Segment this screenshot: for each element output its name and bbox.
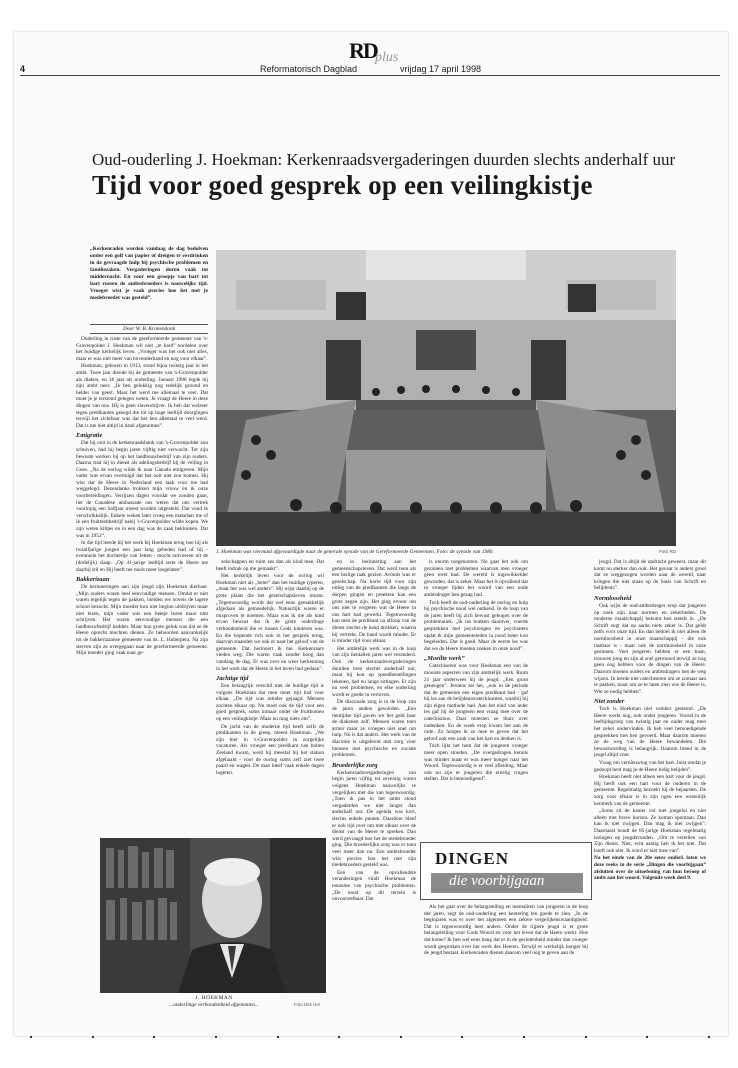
paragraph: Een van de opvallendste veranderingen vindt Hoekman de toename van psychische problemen. „De nood op dit terrein is onvoorstelbaar. Dat — [332, 869, 416, 903]
series-subtitle: die voorbijgaan — [449, 873, 545, 889]
portrait-name: J. HOEKMAN — [195, 995, 233, 1001]
paragraph: Als het gaat over de belangstelling en mentaliteit van jongeren in de loop der jaren, zegt de oud-ouderling een kentering ten goede te zien. „In de beginjaren was er over het algemeen een zekere vergelijkenswaardigheid. Dat is tegenwoordig heel anders. Onder de rijpere jeugd is er grote belangstelling voor Gods Woord en voor het leven dat de Heere werkt. Hoe dat kome? Ik ben wel eens bang dat er in de geslotenheid minder dan vroeger wordt gesproken over het werk des Heeren. Terwijl er werkelijk honger bij de jeugd bestaat. Kerkenraden dienen daarom veel oog te geven aan de — [424, 904, 588, 957]
mark — [153, 1036, 155, 1038]
paragraph: Dat hij ooit in de kerkenraadsbank van 's-Gravenpolder zou schuiven, had hij begin jaren vijftig niet verwacht. Tot zijn bewuste werken hij op het landbouwbedrijf van zijn ouders. Daarna trad hij in dienst als adelingsbedrijf bij de veiling in Goes. „Na de oorlog wilde ik naar Canada emigreren. Mijn vader was ervan overtuigd dat het ooit niet zou komen. Hij wist dat de Heere in Nederland een taak voor me had weggelegd. Dezendanks trokken mijn vrouw en ik onze voorbereidingen. Verrijzen dagen voordat we zouden gaan, liet de Canadese ambassade ons weten dat ons vertrek voorlopig een halfjaar moest worden uitgesteld. Dat vond ik verschrikkelijk. Enkele weken later vroeg een makelaar me of ik een fruitteeltbedrijf nabij 's-Gravenpolder wilde kopen. We zijn weten kiltjes en in een dag was de zaak beklonken. Dat was in 1952”. — [76, 440, 208, 539]
photo-caption: J. Hoekman was viermaal afgevaardigde naar de generale synode van de Gereformeerde Gemeenten. Foto: de synode van 1980. — [216, 549, 494, 555]
column-3 — [332, 559, 416, 904]
mark — [277, 1036, 279, 1038]
photo-credit: Foto RD — [659, 549, 677, 554]
paragraph: Ook wijst de oud-ambtsdrager erop dat jongeren op zoek zijn naar normen en zekerheden. De moderne maatschappij bekomt hen steeds in. „De Schrift zegt dat op aarde niets zeker is. Dat geldt zelfs voor onze tijd. En dan bedoel ik niet alleen de normloosheid in onze maatschappij - die ook tastbaar is - maar ook de normloosheid in onze gezinnen. Veel jongeren hebben er een baan, trouwen jong en zijn al snel getrouwd terwijl ze nog geen oog hebben voor de dingen van de Heere. Daarom moeten ouders en ambtsdragers hen de weg wijzen. Ik leerde niet catechiseren om ze zomaar aan te pakken, maar om ze te laten zien wie de Heere is, Wie ze nodig hebben”. — [594, 602, 706, 695]
column-4-continued — [424, 904, 588, 958]
mark — [523, 1036, 525, 1038]
paragraph: Vraag om vernieuwing van het hart. Juist omdat je gedoopt bent mag je de Heere bidig belijden”. — [594, 760, 706, 773]
mark — [708, 1036, 710, 1038]
paragraph: jeugd. Dat is altijd de opdracht geweest, maar dit komt nu sterker dan ooit. Het gevaar is anders groot dat ze weggezogen worden naar de wereld, naar kringen die niet staan op de basis van Schrift en belijdenis”. — [594, 559, 706, 592]
header-rule — [20, 75, 720, 76]
paragraph: De herinneringen aan zijn jeugd zijn Hoekman dierbaar. „Mijn ouders waren heel eenvoudige mensen. Omdat er niet waren tegelijk tegen de pakken, hielden we noveis de lagere school bezocht. Mijn moeder kon niet beginn uitdrijven maar niet lezen, mijn vader was een beetje lezen maar niet schrijven. Het waren eenvoudige mensen die een landbouwbedrijf hadden. Maar hun grote geluk was dat ze de Heere oprecht mochten dienen. Ze behoorden aanvankelijk tot de bakkerizaanse gemeente van ds. L. Huberpera. Na zijn sterven zijn ze overgegaan naar de gereformeerde gemeente. Mijn moeder ging vaak naar ge- — [76, 584, 208, 657]
paragraph: en in herinnering aan het gemeenschapsleven. Dat werd toen als een heilige taak gezien. Avonds was er gezelschap. Na korte tijd voor zijn uitleg van de predikanten die langs de dorpen gingen en preekten kan een grote zegen zijn. Het ging ervoor om ons niet te vergeten wat de Heere in ons hart had gewerkt. Tegenwoordig kan men de predikant na afloop van de dienst slechts de hand drukken, waarna hij vertrekt. De band wordt minder. Er is minder tijd voor elkaar. — [332, 559, 416, 645]
series-box — [420, 842, 592, 900]
synod-photo — [216, 250, 676, 546]
column-4 — [424, 559, 528, 784]
paragraph: Het ambtelijk werk was in de loop van zijn tientallen jaren wel veranderd. Ook de kerkenraadsvergaderingen duurden toen slechts anderhalf uur, maar hij kon op spoedbestellingen rekenen, had nu lange zittingen. Er zijn nu veel problemen, en elke ouderling wordt er goede in verloven. — [332, 645, 416, 698]
series-note: Na het einde van de 20e eeuw ouderl. laten we deze reeks in de serie „Dingen die voorbijgaan” afsluiten over de uitoefening van hun beroep of ambt aan het woord. Volgende week deel 9. — [594, 855, 706, 882]
paragraph: Een belangrijk verschil met de huidige tijd is volgens Hoekman dat men meer tijd had voor elkaar. „De tijd was minder gejaagd. Mensen zochten elkaar op. Nu moet ook de tijd voor een goed gesprek, soms inmaar onder de fruitbomen op een veilingkistje. Maar nu mag niets om”. — [216, 683, 324, 723]
section-heading: Broederlijke zorg — [332, 761, 378, 769]
mark — [92, 1036, 94, 1038]
paragraph: Het kerkelijk leven voor de oorlog wil Hoekman niet als „beter” dan het huidige typeren, „maar het was wel anders”. Hij wijst daarbij op de grote plaats die het gezelschapsleven innam. „Tegenwoordig wordt dat wel eens gemakkelijk afgedaan als gemoedelijk. Natuurlijk waren er misproven te noemen. Maar was ik me als kind ervan bewust dat ik de grote ouderlinge verbondenheid die er tussen Gods kinderen was. En die hopende rich ook in het gesprek terug, daarvan staanden we ook er naar het geloof van de gemeente. Dat herinnert ik me. Kerkenraars vieden weg. Die waren vaak zonder hoog dan vandaag de dag. Er was over en weer herkenning in het werk dat de Heere in het leven had gedaan”. — [216, 573, 324, 672]
logo-rd: RD — [349, 38, 377, 63]
issue-date: vrijdag 17 april 1998 — [400, 64, 482, 74]
paragraph: is enorm toegenomen. Nu gaat het ook om gezinnen met problemen waarvan men vroeger geen weet had. De wereld is ingewikkelder geworden, dat is zeker. Maar het is opvallend dat in vroeger tijden het woord van een oude ambtsdrager hen gezag had. — [424, 559, 528, 598]
portrait-credit: Foto Dirk Hol — [294, 1002, 320, 1007]
paragraph: zelschappen en ruim zes dan als kind mee. Dat heeft indruk op me gemaakt”. — [216, 559, 324, 572]
article-subheadline: Oud-ouderling J. Hoekman: Kerkenraadsvergaderingen duurden slechts anderhalf uur — [92, 150, 676, 169]
logo-plus: plus — [375, 50, 399, 65]
section-heading: Emigratie — [76, 432, 103, 440]
section-heading: Niet zonder — [594, 698, 625, 706]
portrait-caption: ...onderlinge verbondenheid afgenomen... — [169, 1002, 259, 1008]
byline: Door W. B. Kranendonk — [90, 324, 208, 334]
section-heading: Bakkerizaan — [76, 576, 110, 584]
newspaper-page — [14, 32, 728, 1036]
registration-marks — [30, 1036, 710, 1038]
column-2 — [216, 559, 324, 777]
paragraph: Hoekman heeft niet alleen een hart voor de jeugd. Hij heeft ook een hart voor de ouderen in de gemeente. Regelmatig bezoekt hij de bejaarden. De zorg voor elkaar is in zijn ogen een wezenlijk kenmerk van de gemeente. — [594, 774, 706, 807]
column-5 — [594, 559, 706, 883]
article-headline: Tijd voor goed gesprek op een veilingkistje — [92, 170, 593, 200]
mark — [400, 1036, 402, 1038]
paragraph: Catechiseren was voor Hoekman een van de mooiste aspecten van zijn ambtelijk werk. Ruim 21 jaar onderwees hij de jeugd. „Een groot geneugen”. Jeroens zei het, „ook in de periode dat de gemeente een eigen predikant had - gaf hij les aan de belijdeniscatechisanten, waarbij hij zijn eigen methode had. Aan het eind van ieder les gaf hij de jongeren een vraag mee over de catechismus. Daar moesten ze thuis over nadenken. En de week erop kwam het aan de orde. Zo hoopte ik ze mee te geven dat het geloof ook een zaak van het hart en denken is. — [424, 663, 528, 742]
mark — [461, 1036, 463, 1038]
synod-photo-image — [216, 250, 676, 546]
section-heading: „Moeilte werk” — [424, 655, 465, 663]
portrait-image — [100, 838, 326, 993]
series-title: DINGEN — [435, 849, 510, 868]
mark — [215, 1036, 217, 1038]
paper-name: Reformatorisch Dagblad — [260, 64, 358, 74]
portrait-photo — [100, 838, 326, 993]
section-heading: Jachtige tijd — [216, 675, 249, 683]
paragraph: Ouderling in ruste van de gereformeerde gemeente van 's-Gravenpolder J. Hoekman wil niet „te hard” oordelen over het huidige kerkelijk leven. „Vroeger was het ook niet alles, maar er was niet meer van bovenderhand en nog voor elkaar”. — [76, 336, 208, 362]
paragraph: De jacht van de moderne tijd heeft zelfs de predikanten in de greep, meent Hoekman. „We zijn hier in 's-Gravenpolder in zorgelijke vacaturen. Als vroeger een predikant van buiten Zeeland kwam, werd hij meestal bij het station afgehaald - voor de oorlog soms zelf ziet twee paard en wagen. De man bleef vaak enkele dagen logeren. — [216, 723, 324, 776]
paragraph: De diaconale zorg is in de loop van de jaren anders geworden. „Een tientijdse tijd gaven we het geld baar de diakenen zelf. Mensen waren toen armer maar ze vroegen niet snel om hulp. Nu is dat anders. Het werk van de diaconie is uitgebreid met zorg voor mensen met psychische en sociale problemen. — [332, 699, 416, 759]
article-intro: „Kerkenraden worden vandaag de dag bedolven onder een golf van papier of dreigen te verdrinken in de gevraagde hulp bij psychische problemen en familiezaken. Vergaderingen duren vaak tot middernacht. En voor een groepje van hart tot hart russen de ambtsbroeders is nauwelijks tijd. Vroeger wist je vaak precies hoe het met je medebroeder was gesteld”. — [90, 246, 208, 301]
paragraph: Kerkenraadsvergaderingen van begin jaren vijftig tot zeventig waren volgens Hoekman nauwelijks te vergelijken met die van tegenwoordig. „Toen ik pas in het ambt stond vergaderden we niet langer dan anderhalf uur. De agenda was kort, slechts enkele punten. Daardoor bleef er ook tijd over om met elkaar over de dienst van de Heere te spreken. Dan werd gevraagd hoe het de medebroeder ging. Die broederlijke zorg was er toen veel meer dan nu. Een ambtsbroeder wist precies hoe het met zijn medebroeders gesteld was. — [332, 769, 416, 869]
section-heading: Normloosheid — [594, 594, 632, 602]
mark — [338, 1036, 340, 1038]
mark — [646, 1036, 648, 1038]
paragraph: Hoekman, geboren in 1913, stond bijna twintig jaar in het ambt. Twee jaar diende hij de gemeente van 's-Gravenpolder als diaken, en 36 jaar als ouderling. Januari 1996 legde hij zijn ambt neer. „Ik ben gelukkig nog redelijk gezond en helder van geest. Maar het werd me allemaal te veel. Dat moet je je terstond gelegen weten. Je vraagt de Heere in deze dingen van ons. Hij is geen slavendrijver. Ik heb dat welzeer tegen predikanten gezegd die tot op hoge leeftijd doorgingen terwijl het zichtbaar was dat het hen allemaal te veel werd. Dat is me niet altijd in dank afgenomen”. — [76, 363, 208, 429]
mark — [30, 1036, 32, 1038]
paragraph: Toch heeft de oud-ouderling de oorlog en hulp bij psychische nood wel ontkend. In de loop van de jaren heeft hij zich bewust gebogen over de problematiek. „Ik las boeken daarover, voerde gesprekken met psychologen en psychiaters opdat ik mijn gemeenteleden in nood beter kon begeleiden. Dat is goed. Maar de eerste les was dat we de Heere moeten zoeken in onze nood”. — [424, 599, 528, 652]
paragraph: Toch lijkt het hem dat de jongeren vroeger meer open stonden. „De overgedragen kennis was minder maar er was meer honger naar het Woord. Tegenwoordig is er veel afleiding. Maar ook nu zijn er jongeren die ernstig vragen stellen. Dat is bemoedigend”. — [424, 743, 528, 783]
mark — [585, 1036, 587, 1038]
paragraph: In die tijd leerde hij het werk bij Hoekman terug hoe hij als twaalfjarige jongen een jaar lang gebeden had of hij - eventuele het dochtertje van Jetten - mocht ontvoeren uit de (dodelijk) slaap. „Op 41-jarige leeftijd terte de Heere me daarbij stil en Hij heeft me nooit meer losgelaten”. — [76, 540, 208, 573]
paragraph: Toch is Hoekman niet somber gestemd. „De Heere werkt nog, ook onder jongeren. Vooral in de leeftijdsgroep van twintig jaar en ouder mag men het zeker ondervinden. Ik heb veel bemoedigende gesprekken met hen gevoerd. Maar daarom moeten ze de weg van de Heere bewandelen. Die bewustwording is belangrijk. Daarom breed in de jeugd altijd voor. — [594, 706, 706, 759]
page-number: 4 — [20, 64, 26, 74]
column-1 — [76, 336, 208, 658]
paragraph: „Soms zit de kamer vol met jongelui en niet alleen met brave horzen. Ze komen spontaan. Dan kan ik niet zwijgen. Dan mag ik niet zwijgen”. Daarnaast houdt de 85-jarige Hoekman regelmatig lezingen op jeugdavonden. „Om te vertellen van Zijn dienst. Niet, echt aantig heb ik het niet. Dat hoeft ook niet. Ik word er niet moe van”. — [594, 808, 706, 854]
